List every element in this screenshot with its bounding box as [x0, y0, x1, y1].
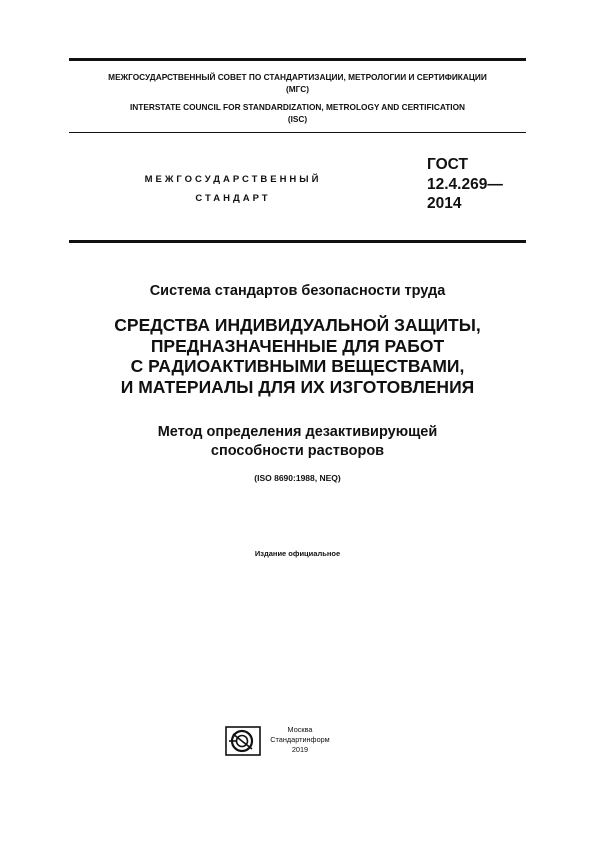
council-ru-line1: МЕЖГОСУДАРСТВЕННЫЙ СОВЕТ ПО СТАНДАРТИЗАЦИИ, МЕТРОЛОГИИ И СЕРТИФИКАЦИИ	[108, 72, 487, 82]
main-title-line1: СРЕДСТВА ИНДИВИДУАЛЬНОЙ ЗАЩИТЫ,	[114, 315, 481, 335]
standard-label-line2: СТАНДАРТ	[195, 193, 271, 204]
iso-reference: (ISO 8690:1988, NEQ)	[254, 473, 341, 483]
main-title-line3: С РАДИОАКТИВНЫМИ ВЕЩЕСТВАМИ,	[130, 356, 465, 376]
council-en-line1: INTERSTATE COUNCIL FOR STANDARDIZATION, METROLOGY AND CERTIFICATION	[129, 102, 466, 112]
publisher-imprint	[255, 725, 345, 755]
main-title-line4: И МАТЕРИАЛЫ ДЛЯ ИХ ИЗГОТОВЛЕНИЯ	[120, 376, 475, 397]
council-en-line2: (ISC)	[287, 114, 308, 124]
subtitle	[0, 423, 595, 461]
top-rule	[69, 58, 526, 61]
main-title-line2: ПРЕДНАЗНАЧЕННЫЕ ДЛЯ РАБОТ	[150, 335, 445, 356]
publisher-city: Москва	[287, 725, 313, 734]
gost-line2: 12.4.269—	[427, 175, 503, 193]
subtitle-line1: Метод определения дезактивирующей	[157, 424, 438, 440]
gost-line1: ГОСТ	[427, 156, 468, 173]
subtitle-line2: способности растворов	[210, 443, 385, 459]
gost-line3: 2014	[427, 195, 462, 212]
title-divider	[69, 240, 526, 243]
edition-note: Издание официальное	[254, 549, 341, 558]
standard-label-line1: МЕЖГОСУДАРСТВЕННЫЙ	[144, 174, 322, 185]
council-name-ru	[69, 71, 526, 95]
council-ru-line2: (МГС)	[285, 84, 310, 94]
header-divider	[69, 132, 526, 133]
gost-designation	[427, 155, 503, 214]
publisher-year: 2019	[291, 745, 309, 754]
publisher-name: Стандартинформ	[270, 735, 330, 744]
council-name-en	[69, 101, 526, 125]
main-title	[0, 315, 595, 397]
series-title: Система стандартов безопасности труда	[149, 283, 446, 299]
